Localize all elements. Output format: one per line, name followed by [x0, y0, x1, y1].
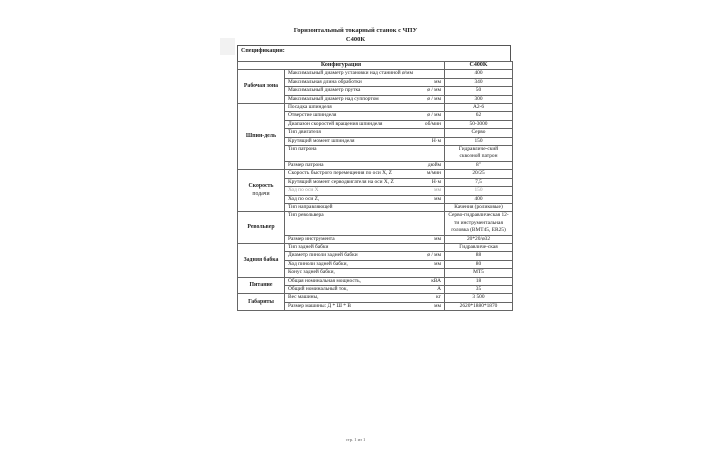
- param-cell: [285, 277, 445, 285]
- section-name: Шпин-дель: [245, 132, 277, 139]
- spec-table: [237, 61, 513, 311]
- param-name: Крутящий момент серводвигателя на оси X, Z: [288, 178, 394, 185]
- param-cell: [285, 252, 445, 260]
- section-name: Револьвер: [247, 223, 275, 230]
- param-unit: мм: [434, 260, 441, 267]
- param-name: Максимальный диаметр над суппортом: [288, 95, 379, 102]
- param-cell: [285, 137, 445, 145]
- header-config: Конфигурация: [238, 62, 445, 70]
- table-body: [238, 70, 513, 311]
- param-cell: [285, 120, 445, 128]
- param-unit: мм: [434, 195, 441, 202]
- param-name: Крутящий момент шпинделя: [288, 137, 355, 144]
- section-label: [238, 170, 285, 212]
- param-cell: [285, 212, 445, 235]
- table-row: [238, 104, 513, 112]
- section-name: Питание: [249, 281, 273, 288]
- param-cell: [285, 170, 445, 178]
- param-name: Диаметр пиноли задней бабки: [288, 252, 358, 259]
- param-value: 50: [445, 87, 513, 95]
- param-cell: [285, 95, 445, 103]
- param-unit: кВА: [431, 277, 441, 284]
- param-value: 400: [445, 195, 513, 203]
- param-value: 35: [445, 285, 513, 293]
- param-unit: мм: [434, 187, 441, 194]
- param-name: Тип направляющей: [288, 203, 333, 210]
- param-cell: [285, 269, 445, 277]
- param-name: Общий номинальный ток,: [288, 285, 348, 292]
- param-value: Серво: [445, 129, 513, 137]
- param-unit: ø / мм: [427, 87, 441, 94]
- param-value: 62: [445, 112, 513, 120]
- param-value: 150: [445, 187, 513, 195]
- param-value: 7,5: [445, 178, 513, 186]
- section-label: [238, 212, 285, 244]
- section-label: [238, 70, 285, 104]
- table-row: [238, 212, 513, 235]
- param-value: MT5: [445, 269, 513, 277]
- header-model: C400K: [445, 62, 513, 70]
- param-name: Максимальная длина обработки: [288, 78, 362, 85]
- section-label: [238, 243, 285, 277]
- param-unit: А: [437, 285, 441, 292]
- param-cell: [285, 187, 445, 195]
- param-cell: [285, 195, 445, 203]
- param-value: Качения (роликовые): [445, 203, 513, 211]
- param-name: Размер патрона: [288, 161, 324, 168]
- param-cell: [285, 294, 445, 302]
- param-name: Посадка шпинделя: [288, 104, 332, 111]
- param-name: Общая номинальная мощность,: [288, 277, 361, 284]
- table-row: [238, 70, 513, 78]
- param-name: Тип двигателя: [288, 129, 321, 136]
- param-name: Ход по оси Z,: [288, 195, 320, 202]
- param-unit: об/мин: [424, 120, 441, 127]
- param-value: 18: [445, 277, 513, 285]
- param-name: Отверстие шпинделя: [288, 112, 337, 119]
- param-value: 20*20/ø32: [445, 235, 513, 243]
- param-cell: [285, 260, 445, 268]
- spec-label: Спецификации:: [237, 45, 511, 61]
- param-name: Конус задней бабки,: [288, 269, 335, 276]
- section-name: Рабочая зона: [243, 83, 279, 90]
- param-value: 3 500: [445, 294, 513, 302]
- param-value: 50-3000: [445, 120, 513, 128]
- document-model: С400К: [345, 36, 366, 43]
- param-name: Скорость быстрого перемещения по оси X, Z: [288, 170, 392, 177]
- param-value: 300: [445, 95, 513, 103]
- param-value: 400: [445, 70, 513, 78]
- page-footer: стр. 1 из 1: [345, 437, 366, 442]
- param-cell: [285, 104, 445, 112]
- param-name: Размер машины: Д * Ш * В: [288, 302, 351, 309]
- param-cell: [285, 285, 445, 293]
- param-unit: Н·м: [431, 178, 441, 185]
- section-subname: подачи: [252, 190, 270, 197]
- param-value: Гидравличе-ский сквозной патрон: [445, 146, 513, 162]
- param-cell: [285, 161, 445, 169]
- param-name: Максимальный диаметр установки над станиной ø/мм: [288, 70, 413, 77]
- param-cell: [285, 178, 445, 186]
- param-unit: м/мин: [426, 170, 441, 177]
- param-unit: ø / мм: [427, 95, 441, 102]
- section-label: [238, 294, 285, 311]
- param-cell: [285, 87, 445, 95]
- param-value: 88: [445, 252, 513, 260]
- param-name: Ход по оси X: [288, 187, 319, 194]
- param-name: Вес машины,: [288, 294, 319, 301]
- section-name: Задняя бабка: [243, 256, 279, 263]
- param-unit: мм: [434, 78, 441, 85]
- param-unit: Н·м: [431, 137, 441, 144]
- param-unit: кг: [436, 294, 441, 301]
- param-name: Диапазон скоростей вращения шпинделя: [288, 120, 383, 127]
- param-cell: [285, 235, 445, 243]
- param-cell: [285, 112, 445, 120]
- param-value: 20/25: [445, 170, 513, 178]
- param-unit: ø / мм: [427, 112, 441, 119]
- table-row: [238, 170, 513, 178]
- param-value: Гидравличе-ская: [445, 243, 513, 251]
- section-label: [238, 277, 285, 294]
- param-cell: [285, 78, 445, 86]
- table-header-row: [238, 62, 513, 70]
- param-unit: ø / мм: [427, 252, 441, 259]
- param-value: 2620*1880*1870: [445, 302, 513, 310]
- table-row: [238, 294, 513, 302]
- param-cell: [285, 243, 445, 251]
- section-label: [238, 104, 285, 170]
- table-row: [238, 243, 513, 251]
- param-value: 80: [445, 260, 513, 268]
- document-title: Горизонтальный токарный станок с ЧПУ: [293, 27, 418, 34]
- param-unit: мм: [434, 302, 441, 309]
- param-unit: мм: [434, 235, 441, 242]
- param-unit: дюйм: [427, 161, 441, 168]
- param-cell: [285, 302, 445, 310]
- param-name: Ход пиноли задней бабки,: [288, 260, 348, 267]
- section-name: Скорость: [248, 183, 274, 190]
- param-value: 8": [445, 161, 513, 169]
- param-name: Максимальный диаметр прутка: [288, 87, 361, 94]
- param-name: Тип патрона: [288, 146, 317, 153]
- param-cell: [285, 70, 445, 78]
- param-name: Размер инструмента: [288, 235, 335, 242]
- param-cell: [285, 203, 445, 211]
- param-value: Серво-гидравлическая 12-ти инструментальная головка (BMT45, ER25): [445, 212, 513, 235]
- param-value: 340: [445, 78, 513, 86]
- param-value: 150: [445, 137, 513, 145]
- param-value: A2-6: [445, 104, 513, 112]
- param-cell: [285, 129, 445, 137]
- param-name: Тип револьвера: [288, 212, 324, 219]
- param-name: Тип задней бабки: [288, 243, 329, 250]
- table-row: [238, 277, 513, 285]
- param-cell: [285, 146, 445, 162]
- section-name: Габариты: [248, 298, 274, 305]
